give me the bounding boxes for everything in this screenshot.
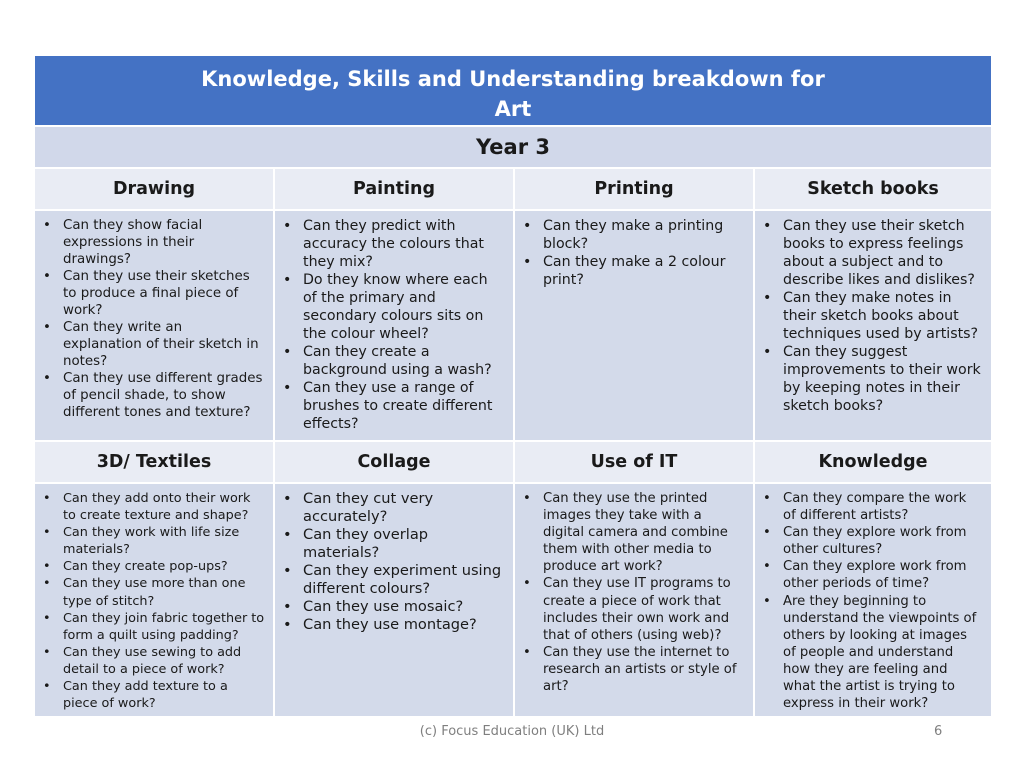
title-banner (34, 55, 992, 126)
list-item: • Can they use montage? (303, 616, 505, 634)
printing-list (515, 211, 753, 293)
collage-cell (274, 483, 514, 717)
list-item: • Can they suggest improvements to their work by keeping notes in their sketch books? (783, 343, 983, 415)
copyright-footer: (c) Focus Education (UK) Ltd (419, 724, 605, 739)
3d-textiles-list (35, 484, 273, 716)
page-title: Knowledge, Skills and Understanding breakdown for Art (201, 66, 825, 121)
column-header-knowledge: Knowledge (754, 441, 992, 483)
use-of-it-cell (514, 483, 754, 717)
column-header-sketch-books: Sketch books (754, 168, 992, 210)
list-item: • Do they know where each of the primary and secondary colours sits on the colour wheel? (303, 271, 505, 343)
painting-list (275, 211, 513, 437)
breakdown-table (33, 54, 993, 718)
list-item: • Can they overlap materials? (303, 526, 505, 562)
knowledge-list (755, 484, 991, 716)
list-item: • Can they use different grades of pencil shade, to show different tones and texture? (63, 370, 265, 421)
list-item: • Can they use a range of brushes to create different effects? (303, 379, 505, 433)
list-item: • Can they experiment using different colours? (303, 562, 505, 598)
page-number: 6 (934, 724, 943, 739)
painting-cell (274, 210, 514, 441)
list-item: • Can they use IT programs to create a piece of work that includes their own work and that of others (using web)? (543, 575, 745, 643)
list-item: • Can they explore work from other periods of time? (783, 558, 983, 592)
list-item: • Are they beginning to understand the viewpoints of others by looking at images of people and understand how they are feeling and what the artist is trying to express in their work? (783, 593, 983, 713)
list-item: • Can they add onto their work to create texture and shape? (63, 490, 265, 524)
column-header-use-of-it: Use of IT (514, 441, 754, 483)
list-item: • Can they use the printed images they take with a digital camera and combine them with other media to produce art work? (543, 490, 745, 575)
list-item: • Can they make notes in their sketch books about techniques used by artists? (783, 289, 983, 343)
list-item: • Can they show facial expressions in their drawings? (63, 217, 265, 268)
list-item: • Can they compare the work of different artists? (783, 490, 983, 524)
column-header-3d-textiles: 3D/ Textiles (34, 441, 274, 483)
list-item: • Can they use sewing to add detail to a piece of work? (63, 644, 265, 678)
list-item: • Can they make a printing block? (543, 217, 745, 253)
list-item: • Can they work with life size materials? (63, 524, 265, 558)
column-header-printing: Printing (514, 168, 754, 210)
list-item: • Can they create a background using a wash? (303, 343, 505, 379)
list-item: • Can they predict with accuracy the colours that they mix? (303, 217, 505, 271)
list-item: • Can they use more than one type of stitch? (63, 575, 265, 609)
list-item: • Can they create pop-ups? (63, 558, 265, 575)
drawing-list (35, 211, 273, 425)
list-item: • Can they explore work from other cultures? (783, 524, 983, 558)
column-header-drawing: Drawing (34, 168, 274, 210)
drawing-cell (34, 210, 274, 441)
3d-textiles-cell (34, 483, 274, 717)
list-item: • Can they join fabric together to form a quilt using padding? (63, 610, 265, 644)
collage-list (275, 484, 513, 638)
year-heading: Year 3 (34, 126, 992, 168)
sketch-books-list (755, 211, 991, 419)
list-item: • Can they cut very accurately? (303, 490, 505, 526)
list-item: • Can they use mosaic? (303, 598, 505, 616)
list-item: • Can they make a 2 colour print? (543, 253, 745, 289)
column-header-painting: Painting (274, 168, 514, 210)
list-item: • Can they use the internet to research an artists or style of art? (543, 644, 745, 695)
printing-cell (514, 210, 754, 441)
list-item: • Can they write an explanation of their sketch in notes? (63, 319, 265, 370)
sketch-books-cell (754, 210, 992, 441)
knowledge-cell (754, 483, 992, 717)
list-item: • Can they add texture to a piece of work? (63, 678, 265, 712)
column-header-collage: Collage (274, 441, 514, 483)
list-item: • Can they use their sketches to produce a final piece of work? (63, 268, 265, 319)
list-item: • Can they use their sketch books to express feelings about a subject and to describe likes and dislikes? (783, 217, 983, 289)
use-of-it-list (515, 484, 753, 699)
